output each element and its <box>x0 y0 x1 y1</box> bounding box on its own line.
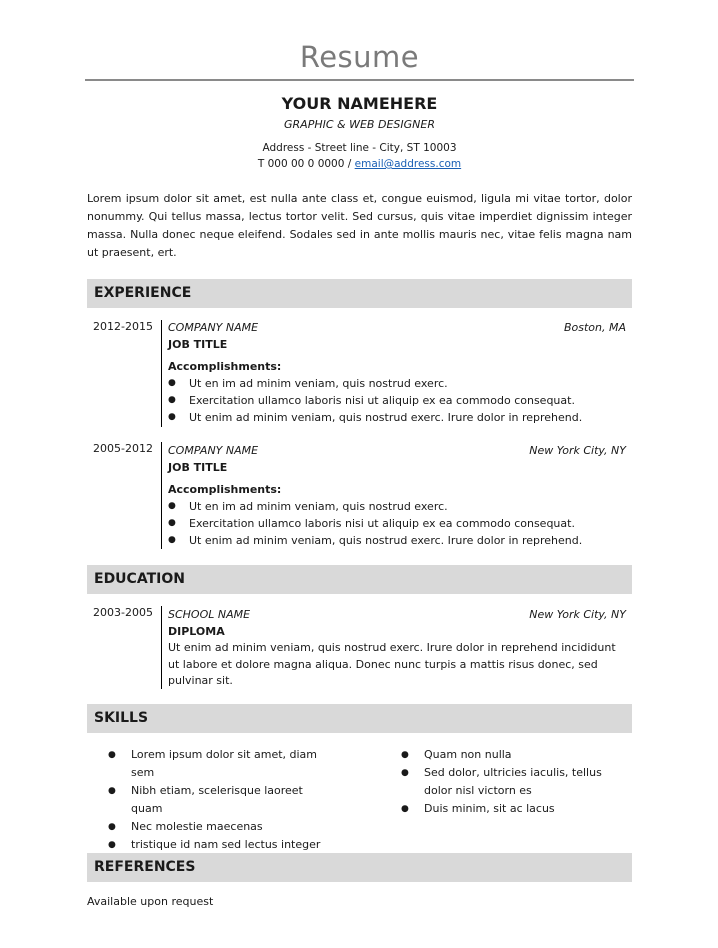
email-link[interactable]: email@address.com <box>354 158 462 170</box>
experience-heading: EXPERIENCE <box>94 285 192 301</box>
education-entry <box>168 606 626 690</box>
document-title: Resume <box>299 40 420 74</box>
school-name: SCHOOL NAME <box>168 608 251 621</box>
list-item: ● Exercitation ullamco laboris nisi ut aliquip ex ea commodo consequat. <box>168 515 626 532</box>
job-1-location: Boston, MA <box>563 321 626 334</box>
job-1-entry <box>168 319 626 426</box>
job-1-company: COMPANY NAME <box>168 321 259 334</box>
contact-line <box>85 158 634 170</box>
skills-left-list <box>108 746 333 854</box>
skills-right-column <box>401 746 626 818</box>
skills-heading-band <box>87 704 632 733</box>
job-2-header-row <box>168 442 626 459</box>
list-item: ● Exercitation ullamco laboris nisi ut aliquip ex ea commodo consequat. <box>168 392 626 409</box>
job-2-accomplishments-label: Accomplishments: <box>168 483 282 496</box>
list-item: ● Ut en im ad minim veniam, quis nostrud exerc. <box>168 375 626 392</box>
references-heading-band <box>87 853 632 882</box>
job-1-title: JOB TITLE <box>168 338 228 351</box>
title-divider <box>85 79 634 81</box>
job-2-dates: 2005-2012 <box>93 442 153 455</box>
job-1-timeline-rule <box>161 320 162 427</box>
job-2-entry <box>168 442 626 549</box>
job-2-location: New York City, NY <box>529 444 626 457</box>
list-item: ● Quam non nulla <box>401 746 626 764</box>
job-1-accomplishments-list <box>168 375 626 426</box>
job-2-accomplishments-list <box>168 498 626 549</box>
education-timeline-rule <box>161 606 162 689</box>
phone-number: T 000 00 0 0000 <box>257 158 345 170</box>
list-item: ● Duis minim, sit ac lacus <box>401 800 626 818</box>
list-item: ● Lorem ipsum dolor sit amet, diam sem <box>108 746 333 782</box>
skills-heading: SKILLS <box>94 710 149 726</box>
job-1-accomplishments-label: Accomplishments: <box>168 360 282 373</box>
references-heading: REFERENCES <box>94 859 196 875</box>
list-item: ● Nec molestie maecenas <box>108 818 333 836</box>
education-header-row <box>168 606 626 623</box>
degree: DIPLOMA <box>168 625 225 638</box>
summary-paragraph: Lorem ipsum dolor sit amet, est nulla ante class et, congue euismod, ligula mi vitae tortor, dolor nonummy. Qui tellus massa, lectus tortor velit. Sed cursus, quis vitae imperdiet dignissim integer massa. Nulla donec neque eleifend. Sodales sed in ante mollis mauris nec, vitae felis magna nam ut praesent, ert. <box>87 192 632 259</box>
school-location: New York City, NY <box>529 608 626 621</box>
job-2-timeline-rule <box>161 442 162 549</box>
education-dates: 2003-2005 <box>93 606 153 619</box>
experience-heading-band <box>87 279 632 308</box>
skills-left-column <box>108 746 333 854</box>
education-description: Ut enim ad minim veniam, quis nostrud exerc. Irure dolor in reprehend incididunt ut labore et dolore magna aliqua. Donec nunc turpis a mattis risus donec, sed pulvinar sit. <box>168 641 616 687</box>
references-text: Available upon request <box>87 895 214 908</box>
list-item: ● Ut enim ad minim veniam, quis nostrud exerc. Irure dolor in reprehend. <box>168 409 626 426</box>
list-item: ● Sed dolor, ultricies iaculis, tellus dolor nisl victorn es <box>401 764 626 800</box>
candidate-role: GRAPHIC & WEB DESIGNER <box>284 118 435 131</box>
contact-separator: / <box>347 158 352 170</box>
address-line: Address - Street line - City, ST 10003 <box>262 142 457 154</box>
job-2-company: COMPANY NAME <box>168 444 259 457</box>
job-1-header-row <box>168 319 626 336</box>
list-item: ● Nibh etiam, scelerisque laoreet quam <box>108 782 333 818</box>
education-heading: EDUCATION <box>94 571 185 587</box>
list-item: ● tristique id nam sed lectus integer <box>108 836 333 854</box>
candidate-name: YOUR NAMEHERE <box>281 94 438 113</box>
list-item: ● Ut en im ad minim veniam, quis nostrud exerc. <box>168 498 626 515</box>
education-heading-band <box>87 565 632 594</box>
job-2-title: JOB TITLE <box>168 461 228 474</box>
skills-right-list <box>401 746 626 818</box>
job-1-dates: 2012-2015 <box>93 320 153 333</box>
list-item: ● Ut enim ad minim veniam, quis nostrud exerc. Irure dolor in reprehend. <box>168 532 626 549</box>
